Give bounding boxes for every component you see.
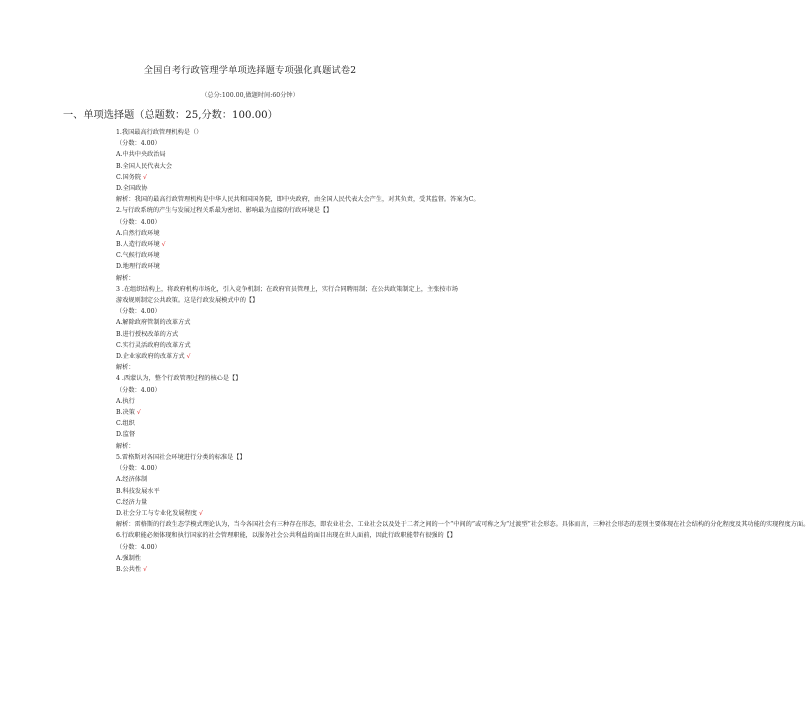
question-text: 2.与行政系统的产生与发展过程关系最为密切、影响最为直接的行政环境是【】	[116, 207, 333, 215]
answer-option	[116, 329, 460, 340]
answer-option	[116, 429, 460, 440]
question-text: 1.我国最高行政管理机构是（）	[116, 129, 203, 136]
section-heading: 一、单项选择题（总题数：25,分数：100.00）	[63, 110, 278, 121]
correct-answer-check-icon: √	[136, 409, 141, 417]
question-explanation: 解析：	[116, 442, 135, 450]
answer-option-label: B.全国人民代表大会	[116, 162, 173, 170]
question-block	[116, 127, 480, 205]
answer-option-label: D.监督	[116, 431, 136, 439]
question-text: 4 .西蒙认为，整个行政管理过程的核心是【】	[116, 375, 242, 383]
answer-option-label: C.经济力量	[116, 498, 148, 506]
question-explanation: 解析：	[116, 364, 135, 372]
correct-answer-check-icon: √	[161, 241, 166, 249]
answer-option-label: A.解除政府管制的改革方式	[116, 319, 191, 327]
question-explanation: 解析：我国的最高行政管理机构是中华人民共和国国务院，即中央政府，由全国人民代表大会产生，对其负责，受其监督。答案为C。	[116, 196, 480, 204]
answer-option	[116, 553, 460, 564]
answer-option-label: B.科技发展水平	[116, 487, 160, 495]
question-explanation: 解析：	[116, 274, 135, 282]
answer-option	[116, 340, 460, 351]
answer-option-label: A.中共中央政治局	[116, 151, 166, 159]
answer-option-label: A.经济体制	[116, 476, 148, 484]
answer-option	[116, 564, 460, 575]
answer-option	[116, 474, 460, 485]
answer-option	[116, 418, 460, 429]
answer-option-label: C.国务院	[116, 173, 142, 181]
answer-option-label: A.自然行政环境	[116, 229, 160, 237]
answer-option	[116, 486, 460, 497]
answer-option	[116, 351, 460, 362]
answer-option	[116, 161, 460, 172]
question-score: （分数：4.00）	[116, 543, 161, 551]
answer-option-label: B.公共性	[116, 565, 142, 573]
answer-option-label: B.进行授权改革的方式	[116, 330, 179, 338]
question-score: （分数：4.00）	[116, 465, 161, 473]
answer-option-label: C.气候行政环境	[116, 252, 160, 260]
answer-option-label: A.执行	[116, 397, 135, 405]
question-block	[116, 205, 460, 283]
answer-option	[116, 497, 460, 508]
answer-option	[116, 239, 460, 250]
question-score: （分数：4.00）	[116, 218, 161, 226]
answer-option-label: D.地理行政环境	[116, 263, 160, 271]
answer-option-label: A.强制性	[116, 554, 141, 562]
correct-answer-check-icon: √	[186, 353, 191, 361]
answer-option-label: B.人造行政环境	[116, 241, 160, 249]
answer-option-label: C.实行灵活政府的改革方式	[116, 341, 191, 349]
answer-option-label: D.社会分工与专业化发展程度	[116, 509, 197, 517]
answer-option	[116, 149, 460, 160]
question-block	[116, 373, 460, 451]
correct-answer-check-icon: √	[143, 173, 147, 181]
correct-answer-check-icon: √	[143, 565, 148, 573]
answer-option	[116, 396, 460, 407]
question-block	[116, 530, 460, 575]
question-block	[116, 284, 460, 374]
question-text: 6.行政职能必须体现和执行国家的社会管理职能，以服务社会公共利益的面目出现在世人面前，因此行政职能带有很强的【】	[116, 532, 457, 540]
question-score: （分数：4.00）	[116, 386, 161, 394]
answer-option	[116, 172, 460, 183]
correct-answer-check-icon: √	[198, 509, 203, 517]
question-block	[116, 452, 809, 530]
answer-option	[116, 407, 460, 418]
question-text: 5.雷格斯对各国社会环境进行分类的标准是【】	[116, 453, 246, 461]
question-text: 3 .在组织结构上，将政府机构市场化，引入竞争机制；在政府官员管理上，实行合同聘用制；在公共政策制定上，主张按市场游戏规则制定公共政策。这是行政发展模式中的【】	[116, 285, 458, 305]
answer-option	[116, 250, 460, 261]
answer-option	[116, 508, 460, 519]
answer-option-label: C.组织	[116, 420, 135, 428]
answer-option	[116, 183, 460, 194]
document-title: 全国自考行政管理学单项选择题专项强化真题试卷2	[143, 65, 357, 76]
answer-option-label: B.决策	[116, 409, 135, 417]
question-list	[116, 127, 809, 575]
answer-option	[116, 261, 460, 272]
answer-option	[116, 317, 460, 328]
question-score: （分数：4.00）	[116, 308, 161, 316]
answer-option-label: D.企业家政府的改革方式	[116, 353, 185, 361]
answer-option-label: D.全国政协	[116, 185, 148, 193]
question-score: （分数：4.00）	[116, 140, 161, 148]
answer-option	[116, 228, 460, 239]
question-explanation: 解析：雷格斯的行政生态学模式理论认为，当今各国社会有三种存在形态，即农业社会、工业社会以及处于二者之间的一个“中间的”或可称之为“过渡型”社会形态。具体而言，三种社会形态的差别主要体现在社会结构的分化程度及其功能的实现程度方面。	[116, 521, 809, 529]
document-subtitle: （总分:100.00,做题时间:60分钟）	[201, 92, 299, 99]
